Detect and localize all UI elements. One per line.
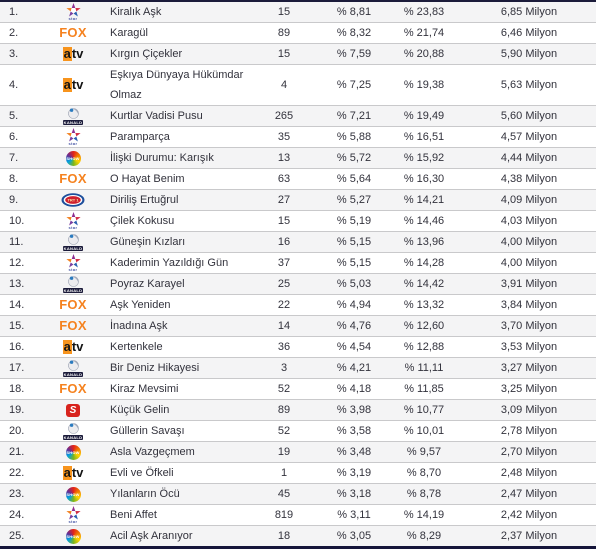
- viewers-cell: 5,63 Milyon: [500, 79, 558, 91]
- table-row: [0, 358, 596, 379]
- table-row: [0, 253, 596, 274]
- rating-cell: % 3,58: [336, 425, 372, 437]
- rating-cell: % 5,88: [336, 131, 372, 143]
- viewers-cell: 3,53 Milyon: [500, 341, 558, 353]
- rating-cell: % 3,05: [336, 530, 372, 542]
- channel-cell: [44, 404, 102, 417]
- episode-cell: 52: [277, 425, 291, 437]
- channel-cell: [44, 193, 102, 207]
- episode-cell: 15: [277, 215, 291, 227]
- share-cell: % 11,85: [404, 383, 444, 395]
- episode-cell: 89: [277, 404, 291, 416]
- rating-cell: % 4,21: [336, 362, 372, 374]
- rating-cell: % 3,18: [336, 488, 372, 500]
- channel-cell: [44, 3, 102, 21]
- viewers-cell: 5,90 Milyon: [500, 48, 558, 60]
- show-title: Beni Affet: [110, 509, 157, 521]
- channel-cell: [44, 382, 102, 396]
- star-tv-logo-icon: star: [66, 3, 81, 21]
- channel-cell: [44, 78, 102, 92]
- table-row: [0, 505, 596, 526]
- show-title: İnadına Aşk: [110, 320, 168, 332]
- table-row: [0, 463, 596, 484]
- viewers-cell: 4,03 Milyon: [500, 215, 558, 227]
- kanal-d-logo-icon: KANALD: [63, 108, 84, 125]
- episode-cell: 265: [274, 110, 294, 122]
- channel-cell: [44, 234, 102, 251]
- share-cell: % 14,28: [403, 257, 445, 269]
- channel-cell: [44, 254, 102, 272]
- episode-cell: 27: [277, 194, 291, 206]
- rank-cell: 11.: [9, 236, 24, 248]
- episode-cell: 819: [274, 509, 294, 521]
- channel-cell: [44, 47, 102, 61]
- rank-cell: 17.: [9, 362, 25, 374]
- share-cell: % 11,11: [404, 362, 444, 374]
- rank-cell: 9.: [9, 194, 19, 206]
- kanal-d-logo-icon: KANALD: [63, 360, 84, 377]
- rating-cell: % 3,48: [336, 446, 372, 458]
- table-row: [0, 106, 596, 127]
- show-title: Çilek Kokusu: [110, 215, 175, 227]
- table-row: [0, 379, 596, 400]
- channel-cell: [44, 151, 102, 166]
- rating-cell: % 4,54: [336, 341, 372, 353]
- show-title: Evli ve Öfkeli: [110, 467, 174, 479]
- rank-cell: 25.: [9, 530, 25, 542]
- share-cell: % 8,29: [406, 530, 442, 542]
- ratings-table-body: [0, 2, 596, 546]
- share-cell: % 19,38: [403, 79, 445, 91]
- show-title: Paramparça: [110, 131, 170, 143]
- fox-logo-icon: FOX: [59, 25, 87, 40]
- share-cell: % 15,92: [403, 152, 445, 164]
- rank-cell: 23.: [9, 488, 25, 500]
- episode-cell: 19: [277, 446, 291, 458]
- rating-cell: % 3,11: [337, 509, 371, 521]
- atv-logo-icon: atv: [63, 465, 84, 480]
- viewers-cell: 4,09 Milyon: [500, 194, 558, 206]
- show-title: Kertenkele: [110, 341, 163, 353]
- viewers-cell: 5,60 Milyon: [500, 110, 558, 122]
- rating-cell: % 3,19: [336, 467, 372, 479]
- rank-cell: 12.: [9, 257, 25, 269]
- viewers-cell: 3,09 Milyon: [500, 404, 558, 416]
- atv-logo-icon: atv: [63, 77, 84, 92]
- episode-cell: 4: [280, 79, 288, 91]
- table-row: [0, 484, 596, 505]
- star-tv-logo-icon: star: [66, 128, 81, 146]
- star-tv-logo-icon: star: [66, 254, 81, 272]
- show-title: O Hayat Benim: [110, 173, 185, 185]
- rank-cell: 18.: [9, 383, 25, 395]
- episode-cell: 63: [277, 173, 291, 185]
- channel-cell: [44, 298, 102, 312]
- show-title: Kurtlar Vadisi Pusu: [110, 110, 203, 122]
- episode-cell: 15: [277, 48, 291, 60]
- channel-cell: [44, 212, 102, 230]
- fox-logo-icon: FOX: [59, 171, 87, 186]
- channel-cell: [44, 340, 102, 354]
- share-cell: % 23,83: [403, 6, 445, 18]
- table-row: [0, 127, 596, 148]
- rating-cell: % 5,03: [336, 278, 372, 290]
- share-cell: % 14,46: [403, 215, 445, 227]
- rank-cell: 5.: [9, 110, 19, 122]
- rank-cell: 7.: [9, 152, 19, 164]
- rank-cell: 2.: [9, 27, 19, 39]
- rating-cell: % 8,81: [336, 6, 372, 18]
- share-cell: % 8,78: [406, 488, 442, 500]
- svg-text:TRT 1: TRT 1: [67, 197, 79, 203]
- table-row: [0, 232, 596, 253]
- show-title: Karagül: [110, 27, 148, 39]
- rank-cell: 8.: [9, 173, 19, 185]
- episode-cell: 3: [280, 362, 288, 374]
- channel-cell: [44, 128, 102, 146]
- table-row: [0, 442, 596, 463]
- table-row: [0, 148, 596, 169]
- atv-logo-icon: atv: [63, 46, 84, 61]
- share-cell: % 21,74: [403, 27, 445, 39]
- viewers-cell: 4,38 Milyon: [500, 173, 558, 185]
- rating-cell: % 4,76: [336, 320, 372, 332]
- channel-cell: [44, 276, 102, 293]
- viewers-cell: 4,57 Milyon: [500, 131, 558, 143]
- viewers-cell: 2,78 Milyon: [500, 425, 558, 437]
- episode-cell: 22: [277, 299, 291, 311]
- show-tv-logo-icon: SHOW: [66, 487, 81, 502]
- rating-cell: % 5,64: [336, 173, 372, 185]
- table-row: [0, 295, 596, 316]
- show-title: Bir Deniz Hikayesi: [110, 362, 200, 374]
- table-row: [0, 211, 596, 232]
- show-title: Kaderimin Yazıldığı Gün: [110, 257, 229, 269]
- rank-cell: 20.: [9, 425, 25, 437]
- channel-cell: [44, 319, 102, 333]
- rank-cell: 6.: [9, 131, 19, 143]
- table-row: [0, 526, 596, 546]
- share-cell: % 14,21: [403, 194, 445, 206]
- episode-cell: 89: [277, 27, 291, 39]
- share-cell: % 12,88: [403, 341, 445, 353]
- rating-cell: % 5,72: [336, 152, 372, 164]
- share-cell: % 10,01: [403, 425, 445, 437]
- show-title: Küçük Gelin: [110, 404, 170, 416]
- stv-logo-icon: S: [66, 404, 80, 417]
- share-cell: % 9,57: [406, 446, 442, 458]
- rating-cell: % 4,18: [336, 383, 372, 395]
- viewers-cell: 6,85 Milyon: [500, 6, 558, 18]
- rank-cell: 10.: [9, 215, 25, 227]
- viewers-cell: 4,00 Milyon: [500, 257, 558, 269]
- rank-cell: 16.: [9, 341, 25, 353]
- rank-cell: 19.: [9, 404, 25, 416]
- channel-cell: [44, 26, 102, 40]
- rating-cell: % 5,15: [336, 257, 372, 269]
- table-row: [0, 400, 596, 421]
- rating-cell: % 5,27: [336, 194, 372, 206]
- show-tv-logo-icon: SHOW: [66, 529, 81, 544]
- episode-cell: 13: [277, 152, 291, 164]
- episode-cell: 45: [277, 488, 291, 500]
- rating-cell: % 5,15: [336, 236, 372, 248]
- show-title: Kiralık Aşk: [110, 6, 162, 18]
- viewers-cell: 2,37 Milyon: [500, 530, 558, 542]
- viewers-cell: 3,84 Milyon: [500, 299, 558, 311]
- rating-cell: % 5,19: [336, 215, 372, 227]
- episode-cell: 52: [277, 383, 291, 395]
- channel-cell: [44, 172, 102, 186]
- show-title: Kırgın Çiçekler: [110, 48, 183, 60]
- viewers-cell: 2,42 Milyon: [500, 509, 558, 521]
- share-cell: % 12,60: [403, 320, 445, 332]
- share-cell: % 16,51: [403, 131, 445, 143]
- rating-cell: % 3,98: [336, 404, 372, 416]
- show-title: Güneşin Kızları: [110, 236, 186, 248]
- episode-cell: 14: [277, 320, 291, 332]
- viewers-cell: 2,47 Milyon: [500, 488, 558, 500]
- table-row: [0, 274, 596, 295]
- channel-cell: [44, 529, 102, 544]
- show-tv-logo-icon: SHOW: [66, 445, 81, 460]
- table-row: [0, 44, 596, 65]
- show-title: Eşkıya Dünyaya Hükümdar Olmaz: [110, 69, 244, 101]
- rating-cell: % 7,21: [336, 110, 372, 122]
- rank-cell: 15.: [9, 320, 25, 332]
- show-title: Yılanların Öcü: [110, 488, 180, 500]
- show-title: Asla Vazgeçmem: [110, 446, 195, 458]
- show-title: İlişki Durumu: Karışık: [110, 152, 214, 164]
- channel-cell: [44, 487, 102, 502]
- episode-cell: 18: [277, 530, 291, 542]
- rank-cell: 22.: [9, 467, 25, 479]
- channel-cell: [44, 506, 102, 524]
- show-title: Poyraz Karayel: [110, 278, 185, 290]
- rating-cell: % 4,94: [336, 299, 372, 311]
- share-cell: % 20,88: [403, 48, 445, 60]
- kanal-d-logo-icon: KANALD: [63, 423, 84, 440]
- table-row: [0, 2, 596, 23]
- channel-cell: [44, 108, 102, 125]
- kanal-d-logo-icon: KANALD: [63, 276, 84, 293]
- show-tv-logo-icon: SHOW: [66, 151, 81, 166]
- trt-1-logo-icon: [61, 193, 85, 207]
- episode-cell: 25: [277, 278, 291, 290]
- viewers-cell: 4,00 Milyon: [500, 236, 558, 248]
- fox-logo-icon: FOX: [59, 297, 87, 312]
- show-title: Diriliş Ertuğrul: [110, 194, 179, 206]
- rank-cell: 14.: [9, 299, 25, 311]
- table-row: [0, 337, 596, 358]
- viewers-cell: 3,70 Milyon: [500, 320, 558, 332]
- rating-cell: % 7,25: [336, 79, 372, 91]
- show-title: Acil Aşk Aranıyor: [110, 530, 193, 542]
- viewers-cell: 2,70 Milyon: [500, 446, 558, 458]
- star-tv-logo-icon: star: [66, 212, 81, 230]
- atv-logo-icon: atv: [63, 339, 84, 354]
- kanal-d-logo-icon: KANALD: [63, 234, 84, 251]
- table-row: [0, 169, 596, 190]
- rank-cell: 3.: [9, 48, 19, 60]
- rating-cell: % 7,59: [336, 48, 372, 60]
- share-cell: % 14,42: [403, 278, 445, 290]
- table-row: [0, 190, 596, 211]
- share-cell: % 10,77: [403, 404, 445, 416]
- table-row: [0, 316, 596, 337]
- show-title: Aşk Yeniden: [110, 299, 171, 311]
- viewers-cell: 4,44 Milyon: [500, 152, 558, 164]
- rank-cell: 24.: [9, 509, 25, 521]
- channel-cell: [44, 423, 102, 440]
- fox-logo-icon: FOX: [59, 318, 87, 333]
- share-cell: % 13,96: [403, 236, 445, 248]
- episode-cell: 16: [277, 236, 291, 248]
- show-title: Güllerin Savaşı: [110, 425, 185, 437]
- rank-cell: 21.: [9, 446, 25, 458]
- share-cell: % 8,70: [406, 467, 442, 479]
- share-cell: % 16,30: [403, 173, 445, 185]
- table-row: [0, 65, 596, 106]
- rank-cell: 1.: [9, 6, 19, 18]
- rank-cell: 13.: [9, 278, 25, 290]
- rank-cell: 4.: [9, 79, 19, 91]
- viewers-cell: 3,27 Milyon: [500, 362, 558, 374]
- table-row: [0, 23, 596, 44]
- viewers-cell: 3,25 Milyon: [500, 383, 558, 395]
- episode-cell: 36: [277, 341, 291, 353]
- share-cell: % 13,32: [403, 299, 445, 311]
- channel-cell: [44, 360, 102, 377]
- episode-cell: 15: [277, 6, 291, 18]
- viewers-cell: 2,48 Milyon: [500, 467, 558, 479]
- fox-logo-icon: FOX: [59, 381, 87, 396]
- episode-cell: 35: [277, 131, 291, 143]
- channel-cell: [44, 445, 102, 460]
- show-title: Kiraz Mevsimi: [110, 383, 179, 395]
- channel-cell: [44, 466, 102, 480]
- share-cell: % 14,19: [403, 509, 445, 521]
- episode-cell: 37: [277, 257, 291, 269]
- table-row: [0, 421, 596, 442]
- viewers-cell: 3,91 Milyon: [500, 278, 558, 290]
- star-tv-logo-icon: star: [66, 506, 81, 524]
- rating-cell: % 8,32: [336, 27, 372, 39]
- episode-cell: 1: [280, 467, 288, 479]
- viewers-cell: 6,46 Milyon: [500, 27, 558, 39]
- share-cell: % 19,49: [403, 110, 445, 122]
